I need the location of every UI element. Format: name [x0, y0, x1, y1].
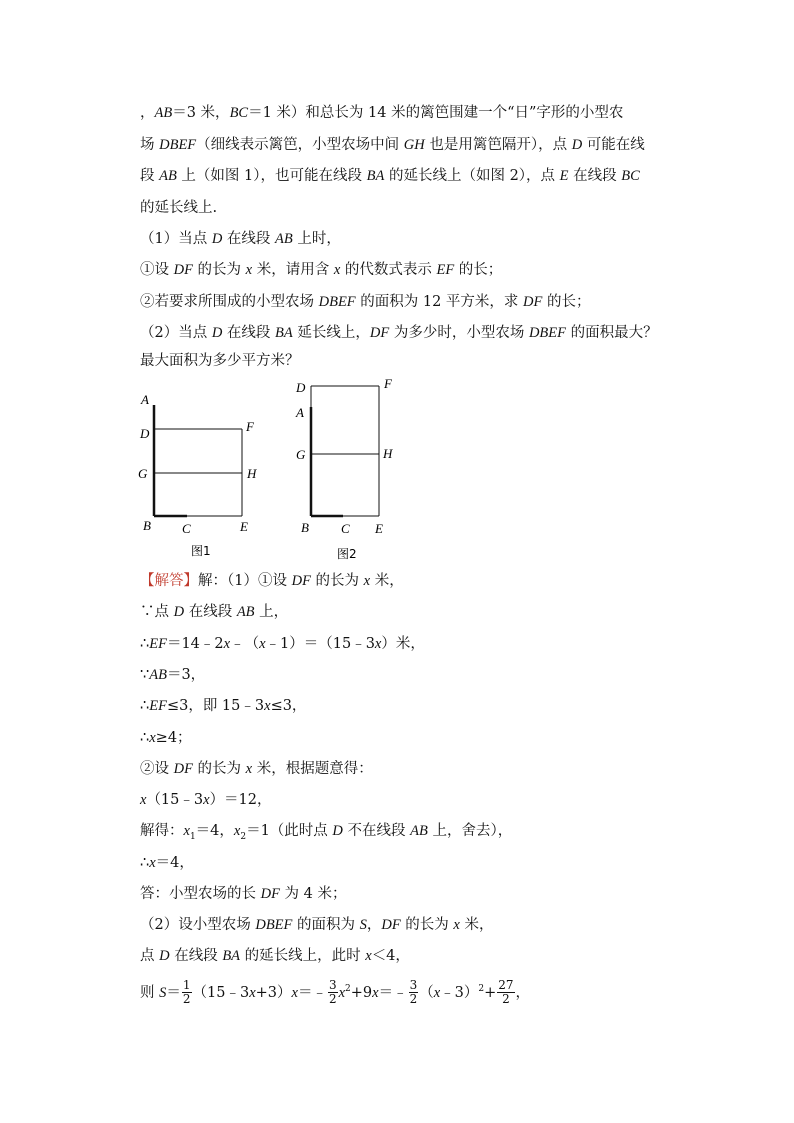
solution-line-1: 【解答】解：（1）①设 DF 的长为 x 米，	[140, 573, 404, 589]
fig2-label-F: F	[384, 376, 392, 391]
fraction-three-halves-2: $\frac{3}{2}$	[409, 978, 418, 1007]
problem-line-3: 段 AB 上（如图 1），也可能在线段 BA 的延长线上（如图 2），点 E 在线段 BC	[140, 168, 640, 184]
fig2-label-E: E	[375, 521, 383, 536]
fig2-label-C: C	[341, 521, 350, 536]
fraction-one-half: $\frac{1}{2}$	[182, 978, 191, 1007]
solution-line-4: ∵AB＝3，	[140, 667, 206, 683]
fig1-label-A: A	[141, 392, 149, 407]
fig1-label-G: G	[138, 466, 148, 481]
solution-line-14: 则 S＝ $\frac{1}{2}$ （15﹣3x+3）x＝﹣ $\frac{3}{2}$ $x^2+9x=﹣$ $\frac{3}{2}$ （x﹣3）$^2$+ $\frac{27}{2}$ ，	[140, 978, 531, 1007]
solution-line-8: x（15﹣3x）＝12，	[140, 792, 272, 808]
question-1: （1）当点 D 在线段 AB 上时，	[140, 231, 341, 247]
solution-line-3: ∴EF＝14﹣2x﹣（x﹣1）＝（15﹣3x）米，	[140, 636, 425, 652]
solution-line-7: ②设 DF 的长为 x 米，根据题意得：	[140, 761, 373, 777]
fig2-caption: 图2	[337, 547, 357, 561]
fig2-label-A: A	[296, 405, 304, 420]
fig1-label-H: H	[247, 466, 257, 481]
fig2-label-D: D	[296, 380, 306, 395]
solution-line-9: 解得：$x_1=4$，$x_2=1$（此时点 D 不在线段 AB 上，舍去），	[140, 823, 513, 842]
solution-line-12: （2）设小型农场 DBEF 的面积为 S，DF 的长为 x 米，	[140, 917, 494, 933]
solution-line-6: ∴x≥4；	[140, 730, 192, 746]
fraction-three-halves: $\frac{3}{2}$	[328, 978, 337, 1007]
fig2-label-G: G	[296, 447, 306, 462]
solution-line-2: ∵点 D 在线段 AB 上，	[140, 604, 289, 620]
fraction-27-halves: $\frac{27}{2}$	[498, 978, 514, 1007]
solution-line-11: 答：小型农场的长 DF 为 4 米；	[140, 886, 347, 902]
fig1-label-B: B	[143, 518, 151, 533]
fig2-label-B: B	[301, 520, 309, 535]
question-1-part-1: ①设 DF 的长为 x 米，请用含 x 的代数式表示 EF 的长；	[140, 262, 503, 278]
solution-line-10: ∴x＝4，	[140, 855, 194, 871]
answer-bracket: 【解答】	[140, 573, 198, 589]
figure-2	[288, 370, 438, 565]
question-2: （2）当点 D 在线段 BA 延长线上，DF 为多少时，小型农场 DBEF 的面积最大？	[140, 325, 658, 341]
problem-line-1: ，AB＝3 米，BC＝1 米）和总长为 14 米的篱笆围建一个“日”字形的小型农	[140, 105, 624, 121]
fig1-label-C: C	[182, 521, 191, 536]
problem-line-4: 的延长线上.	[140, 200, 218, 216]
fig1-label-D: D	[140, 426, 150, 441]
fig1-caption: 图1	[191, 544, 211, 558]
figure-1	[130, 385, 280, 565]
solution-line-5: ∴EF≤3，即 15﹣3x≤3，	[140, 698, 307, 714]
fig1-label-F: F	[246, 419, 254, 434]
question-2-line-2: 最大面积为多少平方米？	[140, 353, 300, 369]
fig2-label-H: H	[383, 446, 393, 461]
problem-line-2: 场 DBEF（细线表示篱笆，小型农场中间 GH 也是用篱笆隔开），点 D 可能在线	[140, 137, 645, 153]
fig1-label-E: E	[240, 519, 248, 534]
question-1-part-2: ②若要求所围成的小型农场 DBEF 的面积为 12 平方米，求 DF 的长；	[140, 294, 591, 310]
solution-line-13: 点 D 在线段 BA 的延长线上，此时 x＜4，	[140, 948, 410, 964]
